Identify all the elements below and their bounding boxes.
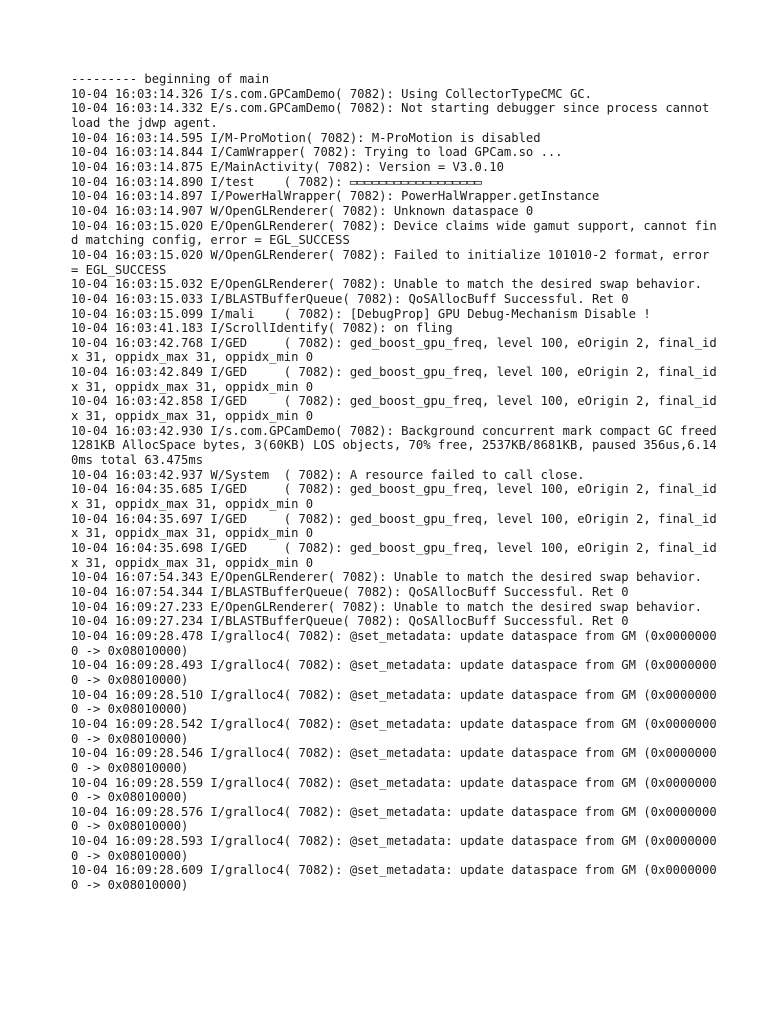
log-line: 10-04 16:03:15.099 I/mali ( 7082): [DebugProp] GPU Debug-Mechanism Disable ! (71, 306, 651, 321)
log-line: 10-04 16:07:54.344 I/BLASTBufferQueue( 7082): QoSAllocBuff Successful. Ret 0 (71, 584, 629, 599)
log-line: 10-04 16:03:14.332 E/s.com.GPCamDemo( 7082): Not starting debugger since process cannot load the jdwp agent. (71, 101, 717, 130)
log-line: 10-04 16:03:14.844 I/CamWrapper( 7082): Trying to load GPCam.so ... (71, 145, 563, 160)
log-line: 10-04 16:03:15.033 I/BLASTBufferQueue( 7082): QoSAllocBuff Successful. Ret 0 (71, 291, 629, 306)
log-line: 10-04 16:03:15.020 W/OpenGLRenderer( 7082): Failed to initialize 101010-2 format, error = EGL_SUCCESS (71, 247, 717, 277)
log-line: 10-04 16:09:28.576 I/gralloc4( 7082): @set_metadata: update dataspace from GM (0x00000000 -> 0x08010000) (71, 804, 717, 834)
log-line: 10-04 16:09:28.542 I/gralloc4( 7082): @set_metadata: update dataspace from GM (0x00000000 -> 0x08010000) (71, 716, 717, 746)
log-line: 10-04 16:04:35.685 I/GED ( 7082): ged_boost_gpu_freq, level 100, eOrigin 2, final_idx 31, oppidx_max 31, oppidx_min 0 (71, 482, 717, 512)
log-line: 10-04 16:03:42.858 I/GED ( 7082): ged_boost_gpu_freq, level 100, eOrigin 2, final_idx 31, oppidx_max 31, oppidx_min 0 (71, 394, 717, 424)
log-line: 10-04 16:03:41.183 I/ScrollIdentify( 7082): on fling (71, 321, 453, 336)
log-line: 10-04 16:03:14.907 W/OpenGLRenderer( 7082): Unknown dataspace 0 (71, 203, 534, 218)
log-line: 10-04 16:09:27.233 E/OpenGLRenderer( 7082): Unable to match the desired swap behavior. (71, 599, 703, 614)
log-line: 10-04 16:09:28.493 I/gralloc4( 7082): @set_metadata: update dataspace from GM (0x00000000 -> 0x08010000) (71, 658, 717, 687)
log-line: 10-04 16:09:28.478 I/gralloc4( 7082): @set_metadata: update dataspace from GM (0x00000000 -> 0x08010000) (71, 628, 717, 658)
log-line: 10-04 16:09:28.559 I/gralloc4( 7082): @set_metadata: update dataspace from GM (0x00000000 -> 0x08010000) (71, 775, 717, 805)
log-line: 10-04 16:09:27.234 I/BLASTBufferQueue( 7082): QoSAllocBuff Successful. Ret 0 (71, 614, 629, 629)
log-line: 10-04 16:03:14.595 I/M-ProMotion( 7082): M-ProMotion is disabled (71, 130, 541, 145)
log-line: 10-04 16:04:35.698 I/GED ( 7082): ged_boost_gpu_freq, level 100, eOrigin 2, final_idx 31, oppidx_max 31, oppidx_min 0 (71, 541, 717, 570)
log-line: 10-04 16:09:28.593 I/gralloc4( 7082): @set_metadata: update dataspace from GM (0x00000000 -> 0x08010000) (71, 834, 717, 863)
log-line: 10-04 16:03:15.020 E/OpenGLRenderer( 7082): Device claims wide gamut support, cannot find matching config, error = EGL_SUCCESS (71, 218, 717, 248)
log-line: 10-04 16:03:42.930 I/s.com.GPCamDemo( 7082): Background concurrent mark compact GC freed 1281KB AllocSpace bytes, 3(60KB) LOS objects, 70% free, 2537KB/8681KB, paused 356us,6.140ms total 63.475ms (71, 423, 725, 468)
log-line: --------- beginning of main (71, 72, 270, 86)
log-line: 10-04 16:07:54.343 E/OpenGLRenderer( 7082): Unable to match the desired swap behavior. (71, 570, 703, 585)
log-line: 10-04 16:03:14.890 I/test ( 7082): ▭▭▭▭▭▭▭▭▭▭▭▭▭▭▭▭▭▭ (71, 174, 482, 189)
log-line: 10-04 16:03:14.326 I/s.com.GPCamDemo( 7082): Using CollectorTypeCMC GC. (71, 86, 592, 101)
log-line: 10-04 16:03:14.897 I/PowerHalWrapper( 7082): PowerHalWrapper.getInstance (71, 189, 600, 204)
log-line: 10-04 16:03:15.032 E/OpenGLRenderer( 7082): Unable to match the desired swap behavior. (71, 277, 703, 292)
log-document (71, 72, 725, 893)
log-line: 10-04 16:03:14.875 E/MainActivity( 7082): Version = V3.0.10 (71, 159, 504, 174)
log-line: 10-04 16:03:42.768 I/GED ( 7082): ged_boost_gpu_freq, level 100, eOrigin 2, final_idx 31, oppidx_max 31, oppidx_min 0 (71, 335, 717, 365)
log-line: 10-04 16:09:28.546 I/gralloc4( 7082): @set_metadata: update dataspace from GM (0x00000000 -> 0x08010000) (71, 746, 717, 775)
log-line: 10-04 16:04:35.697 I/GED ( 7082): ged_boost_gpu_freq, level 100, eOrigin 2, final_idx 31, oppidx_max 31, oppidx_min 0 (71, 511, 717, 541)
log-line: 10-04 16:03:42.937 W/System ( 7082): A resource failed to call close. (71, 467, 585, 482)
log-line: 10-04 16:09:28.609 I/gralloc4( 7082): @set_metadata: update dataspace from GM (0x00000000 -> 0x08010000) (71, 863, 717, 893)
log-line: 10-04 16:09:28.510 I/gralloc4( 7082): @set_metadata: update dataspace from GM (0x00000000 -> 0x08010000) (71, 687, 717, 717)
log-line: 10-04 16:03:42.849 I/GED ( 7082): ged_boost_gpu_freq, level 100, eOrigin 2, final_idx 31, oppidx_max 31, oppidx_min 0 (71, 365, 717, 394)
